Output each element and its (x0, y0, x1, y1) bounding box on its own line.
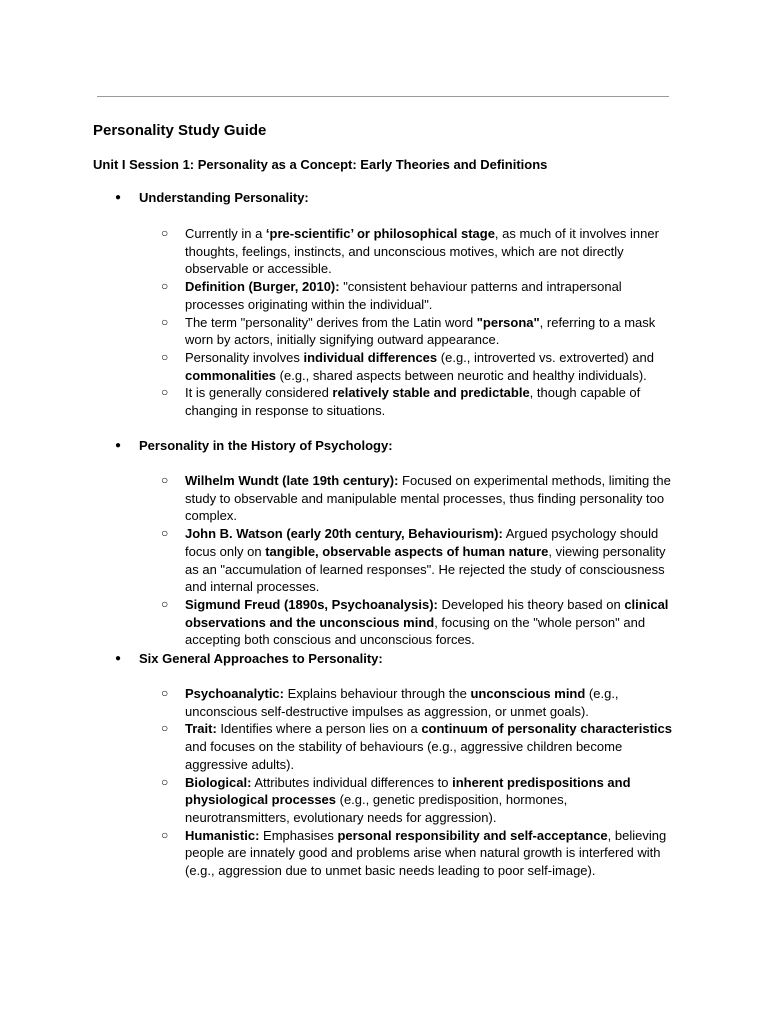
bold-text-run: Definition (Burger, 2010): (185, 279, 340, 295)
bold-text-run: John B. Watson (early 20th century, Behaviourism): (185, 526, 503, 542)
text-run: Focused on experimental methods, limiting the study to observable and manipulable mental processes, thus finding personality too complex. (185, 473, 671, 524)
text-run: , though capable of changing in response to situations. (185, 385, 641, 419)
list-item (0, 278, 673, 313)
bold-text-run: personal responsibility and self-acceptance (337, 827, 608, 843)
list-item (0, 596, 673, 649)
text-run: Emphasises (259, 827, 338, 843)
list-item (0, 314, 673, 349)
bold-text-run: inherent predispositions and physiological processes (185, 774, 631, 808)
text-run: The term "personality" derives from the Latin word (185, 314, 477, 330)
text-run: Attributes individual differences to (251, 774, 453, 790)
text-run: , viewing personality as an "accumulation of learned responses". He rejected the study of consciousness and internal processes. (185, 543, 666, 595)
hollow-bullet-icon: ○ (161, 721, 169, 736)
text-run: Personality involves (185, 349, 304, 365)
bold-text-run: relatively stable and predictable (332, 385, 530, 401)
list-item (0, 472, 673, 525)
unit-heading: Unit I Session 1: Personality as a Concept: Early Theories and Definitions (93, 157, 548, 172)
hollow-bullet-icon: ○ (161, 279, 169, 294)
bullet-icon: ● (115, 192, 122, 203)
hollow-bullet-icon: ○ (161, 473, 169, 487)
hollow-bullet-icon: ○ (161, 774, 169, 789)
list-item (0, 349, 673, 384)
bold-text-run: ‘pre-scientific’ or philosophical stage (265, 226, 495, 241)
text-run: It is generally considered (185, 385, 333, 401)
section-items (0, 472, 768, 649)
list-item (0, 685, 673, 720)
text-run: , as much of it involves inner thoughts, feelings, instincts, and unconscious motives, which are not directly observable or accessible. (185, 226, 659, 277)
bold-text-run: unconscious mind (470, 686, 586, 701)
hollow-bullet-icon: ○ (161, 349, 169, 364)
bold-text-run: clinical observations and the unconscious mind (185, 596, 669, 630)
section-items (0, 225, 768, 420)
bold-text-run: commonalities (185, 367, 277, 383)
text-run: , believing people are innately good and problems arise when natural growth is interfered with (e.g., aggression due to unmet basic needs leading to poor self-image). (185, 827, 667, 879)
text-run: (e.g., shared aspects between neurotic and healthy individuals). (276, 367, 647, 383)
bold-text-run: Sigmund Freud (1890s, Psychoanalysis): (185, 596, 438, 612)
bold-text-run: Wilhelm Wundt (late 19th century): (185, 473, 399, 488)
bold-text-run: Trait: (185, 721, 217, 737)
hollow-bullet-icon: ○ (161, 226, 169, 240)
bullet-icon: ● (115, 440, 122, 451)
bold-text-run: Biological: (185, 774, 252, 790)
list-item (0, 720, 673, 773)
bold-text-run: individual differences (303, 349, 438, 365)
text-run: Developed his theory based on (437, 596, 625, 612)
hollow-bullet-icon: ○ (161, 385, 169, 400)
hollow-bullet-icon: ○ (161, 526, 169, 541)
text-run: Currently in a (185, 226, 266, 241)
text-run: (e.g., introverted vs. extroverted) and (437, 349, 654, 365)
text-run: "consistent behaviour patterns and intrapersonal processes originating within the individual". (185, 279, 622, 312)
hollow-bullet-icon: ○ (161, 686, 169, 700)
section-heading-label: Six General Approaches to Personality: (139, 651, 383, 666)
section-heading-label: Personality in the History of Psychology: (139, 438, 393, 453)
list-item (0, 827, 673, 880)
text-run: , referring to a mask worn by actors, initially signifying outward appearance. (185, 314, 656, 348)
text-run: and focuses on the stability of behaviours (e.g., aggressive children become aggressive adults). (185, 739, 623, 772)
list-item (0, 774, 673, 827)
section-items (0, 685, 768, 880)
bold-text-run: "persona" (476, 314, 540, 330)
text-run: (e.g., unconscious self-destructive impulses as aggression, or unmet goals). (185, 686, 619, 719)
document-title: Personality Study Guide (93, 122, 267, 139)
list-item (0, 225, 673, 278)
list-item (0, 384, 673, 419)
text-run: Identifies where a person lies on a (216, 721, 422, 737)
section-heading-label: Understanding Personality: (139, 190, 309, 205)
bold-text-run: continuum of personality characteristics (421, 721, 672, 737)
bold-text-run: tangible, observable aspects of human nature (265, 543, 549, 559)
hollow-bullet-icon: ○ (161, 827, 169, 842)
bold-text-run: Humanistic: (185, 827, 260, 843)
bullet-icon: ● (115, 653, 122, 664)
list-item (0, 525, 673, 596)
top-divider (97, 96, 669, 97)
text-run: (e.g., genetic predisposition, hormones, neurotransmitters, evolutionary needs for aggression). (185, 792, 568, 825)
hollow-bullet-icon: ○ (161, 596, 169, 611)
bold-text-run: Psychoanalytic: (185, 686, 284, 701)
text-run: Argued psychology should focus only on (185, 526, 659, 559)
hollow-bullet-icon: ○ (161, 314, 169, 329)
text-run: Explains behaviour through the (284, 686, 471, 701)
text-run: , focusing on the "whole person" and accepting both conscious and unconscious forces. (185, 614, 646, 648)
